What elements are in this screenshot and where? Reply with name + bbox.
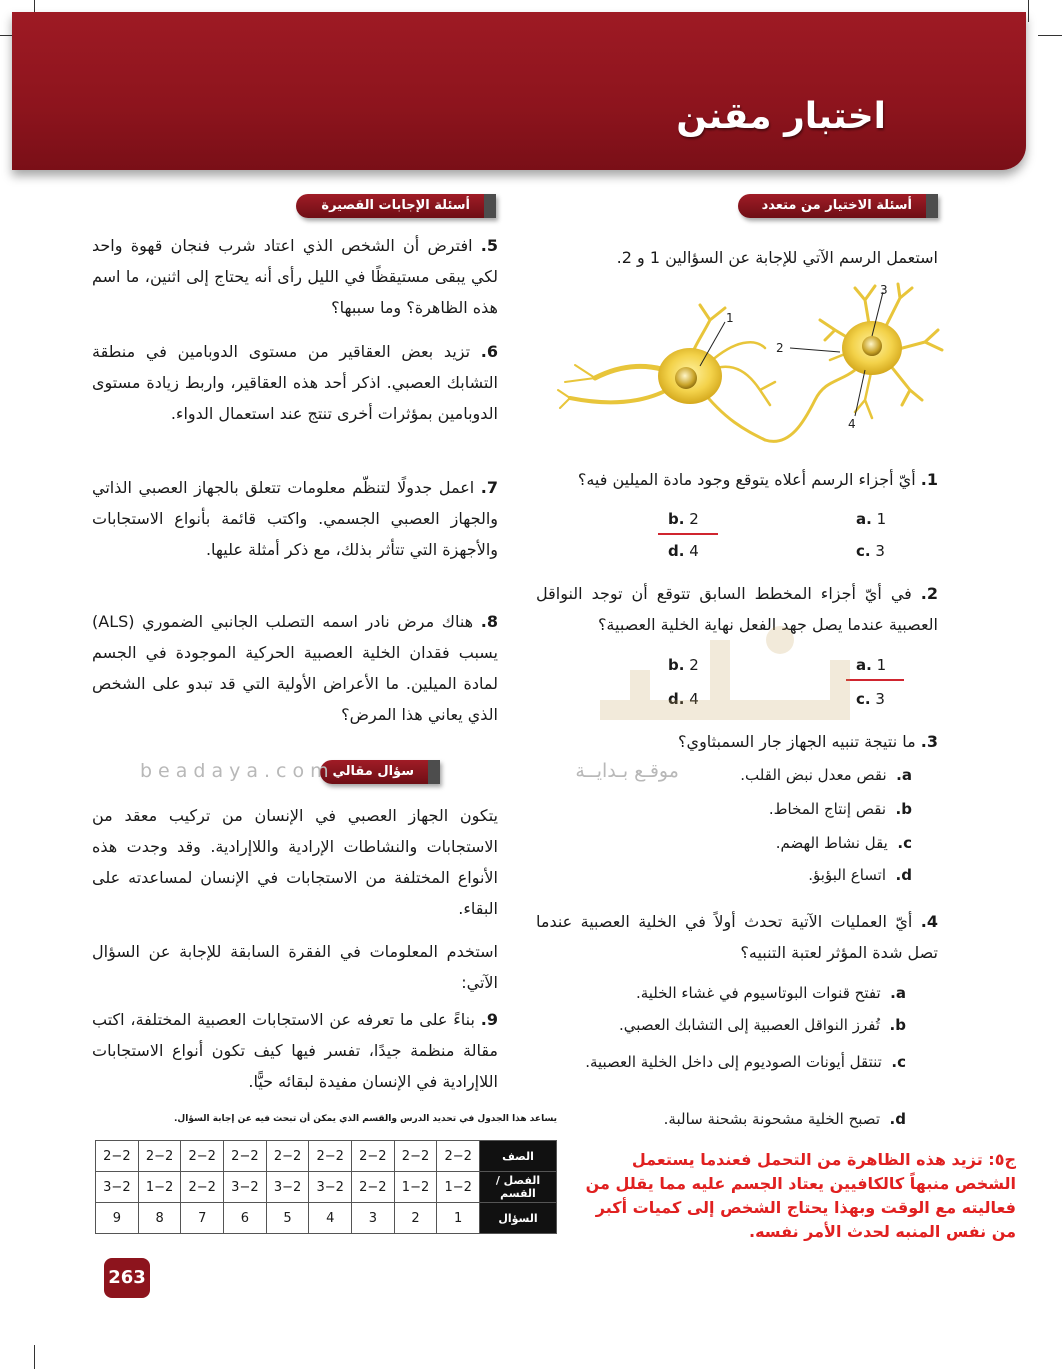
mc1-option-c[interactable]: c. 3: [856, 542, 885, 560]
mc2-option-a[interactable]: a. 1: [856, 656, 887, 674]
mc1-option-d[interactable]: d. 4: [668, 542, 699, 560]
table-row-section: [96, 1172, 557, 1203]
crop-mark: [34, 1345, 35, 1369]
mc3-option-b[interactable]: b. نقص إنتاج المخاط.: [768, 800, 912, 818]
lesson-table: [95, 1140, 557, 1234]
row-label-section: الفصل / القسم: [480, 1172, 557, 1203]
mc-question-1: 1. أيّ أجزاء الرسم أعلاه يتوقع وجود مادة الميلين فيه؟: [577, 470, 938, 489]
page-title: اختبار مقنن: [676, 96, 886, 137]
mc4-option-c[interactable]: c. تنتقل أيونات الصوديوم إلى داخل الخلية العصبية.: [585, 1053, 906, 1071]
table-cell: 5: [266, 1203, 309, 1234]
header-banner: [12, 12, 1026, 170]
axon: [765, 370, 855, 441]
essay-instruction: استخدم المعلومات في الفقرة السابقة للإجابة عن السؤال الآتي:: [92, 942, 498, 992]
watermark-text: beadaya.com موقـع بـدايــة: [140, 760, 679, 782]
table-cell: 6: [224, 1203, 267, 1234]
table-cell: 1−2: [394, 1172, 437, 1203]
short-question-5: 5. افترض أن الشخص الذي اعتاد شرب فنجان قهوة واحد لكي يبقى مستيقظًا في الليل رأى أنه يحتاج إلى اثنين، ما اسم هذه الظاهرة؟ وما سببها؟: [92, 236, 498, 317]
crop-mark: [1038, 35, 1062, 36]
short-question-7: 7. اعمل جدولًا لتنظّم معلومات تتعلق بالجهاز العصبي الذاتي والجهاز العصبي الجسمي. واكتب قائمة بأنواع الاستجابات والأجهزة التي تتأثر بذلك، مع ذكر أمثلة عليها.: [92, 478, 498, 559]
diagram-instruction: استعمل الرسم الآتي للإجابة عن السؤالين 1 و 2.: [616, 248, 938, 267]
table-row-grade: [96, 1141, 557, 1172]
table-cell: 2: [394, 1203, 437, 1234]
row-label-grade: الصف: [480, 1141, 557, 1172]
mc4-option-a[interactable]: a. تفتح قنوات البوتاسيوم في غشاء الخلية.: [635, 984, 906, 1002]
table-cell: 2−2: [138, 1141, 181, 1172]
mc1-option-a[interactable]: a. 1: [856, 510, 887, 528]
table-note: يساعد هذا الجدول في تحديد الدرس والقسم الذي يمكن أن تبحث فيه عن إجابة السؤال.: [174, 1114, 557, 1124]
mc-question-3: 3. ما نتيجة تنبيه الجهاز جار السمبثاوي؟: [678, 732, 938, 751]
table-cell: 3: [352, 1203, 395, 1234]
mc2-option-d[interactable]: d. 4: [668, 690, 699, 708]
watermark-logo: [580, 600, 880, 750]
section-tab-short-answer: أسئلة الإجابات القصيرة: [296, 194, 496, 218]
table-cell: 2−2: [181, 1172, 224, 1203]
table-cell: 3−2: [224, 1172, 267, 1203]
short-question-8: 8. هناك مرض نادر اسمه التصلب الجانبي الضموري (ALS) يسبب فقدان الخلية العصبية الحركية الموجودة في الجسم لمادة الميلين. ما الأعراض الأولية التي قد تبدو على الشخص الذي يعاني هذا المرض؟: [92, 612, 498, 724]
neuron-diagram: [550, 270, 950, 460]
answer-note: ج٥: تزيد هذه الظاهرة من التحمل فعندما يستعمل الشخص منبهاً كالكافيين يعتاد الجسم عليه مما يقلل من فعاليته مع الوقت وبهذا يحتاج الشخص إلى كميات أكبر من نفس المنبه لحدث الأمر نفسه.: [585, 1150, 1016, 1241]
table-cell: 2−2: [352, 1172, 395, 1203]
mc4-option-d[interactable]: d. تصبح الخلية مشحونة بشحنة سالبة.: [663, 1110, 906, 1128]
table-cell: 2−2: [181, 1141, 224, 1172]
short-question-6: 6. تزيد بعض العقاقير من مستوى الدوبامين في منطقة التشابك العصبي. اذكر أحد هذه العقاقير، واربط زيادة مستوى الدوبامين بمؤثرات أخرى تنتج عند استعمال الدواء.: [92, 342, 498, 423]
mc2-option-c[interactable]: c. 3: [856, 690, 885, 708]
table-cell: 2−2: [352, 1141, 395, 1172]
table-cell: 3−2: [309, 1172, 352, 1203]
diagram-label-4: 4: [848, 417, 856, 431]
table-cell: 2−2: [96, 1141, 139, 1172]
table-cell: 3−2: [96, 1172, 139, 1203]
mc-question-2: 2. في أيّ أجزاء المخطط السابق تتوقع أن توجد النواقل العصبية عندما يصل جهد الفعل نهاية الخلية العصبية؟: [536, 584, 938, 634]
crop-mark: [1028, 0, 1029, 22]
table-cell: 1−2: [437, 1172, 480, 1203]
section-tab-essay: سؤال مقالي: [320, 760, 440, 784]
table-cell: 3−2: [266, 1172, 309, 1203]
page-number: 263: [104, 1258, 150, 1298]
mc2-option-b[interactable]: b. 2: [668, 656, 699, 674]
table-cell: 2−2: [224, 1141, 267, 1172]
table-cell: 8: [138, 1203, 181, 1234]
table-cell: 1: [437, 1203, 480, 1234]
diagram-label-2: 2: [776, 341, 784, 355]
table-cell: 2−2: [437, 1141, 480, 1172]
section-tab-multiple-choice: أسئلة الاختيار من متعدد: [738, 194, 938, 218]
mc3-option-d[interactable]: d. اتساع البؤبؤ.: [808, 866, 912, 884]
table-cell: 9: [96, 1203, 139, 1234]
mc3-option-a[interactable]: a. نقص معدل نبض القلب.: [740, 766, 912, 784]
mc4-option-b[interactable]: b. تُفرز النواقل العصبية إلى التشابك العصبي.: [619, 1016, 906, 1034]
nucleus-left: [675, 367, 697, 389]
table-row-question: [96, 1203, 557, 1234]
nucleus-right: [862, 336, 882, 356]
table-cell: 1−2: [138, 1172, 181, 1203]
mc1-option-b[interactable]: b. 2: [668, 510, 699, 528]
table-cell: 2−2: [266, 1141, 309, 1172]
table-cell: 7: [181, 1203, 224, 1234]
diagram-label-1: 1: [726, 311, 734, 325]
mc1-answer-underline: [658, 533, 718, 535]
mc3-option-c[interactable]: c. يقل نشاط الهضم.: [775, 834, 912, 852]
table-cell: 2−2: [309, 1141, 352, 1172]
essay-question-9: 9. بناءً على ما تعرفه عن الاستجابات العصبية المختلفة، اكتب مقالة منظمة جيدًا، تفسر فيها كيف تكون أنواع الاستجابات اللاإرادية في الإنسان مفيدة لبقائه حيًّا.: [92, 1010, 499, 1091]
diagram-label-3: 3: [880, 283, 888, 297]
essay-paragraph: يتكون الجهاز العصبي في الإنسان من تركيب معقد من الاستجابات والنشاطات الإرادية واللاإرادية. وقد وجدت هذه الأنواع المختلفة من الاستجابات في الإنسان لمساعدته على البقاء.: [92, 806, 498, 918]
table-cell: 2−2: [394, 1141, 437, 1172]
row-label-question: السؤال: [480, 1203, 557, 1234]
table-cell: 4: [309, 1203, 352, 1234]
mc-question-4: 4. أيّ العمليات الآتية تحدث أولاً في الخلية العصبية عندما تصل شدة المؤثر لعتبة التنبيه؟: [536, 912, 938, 962]
